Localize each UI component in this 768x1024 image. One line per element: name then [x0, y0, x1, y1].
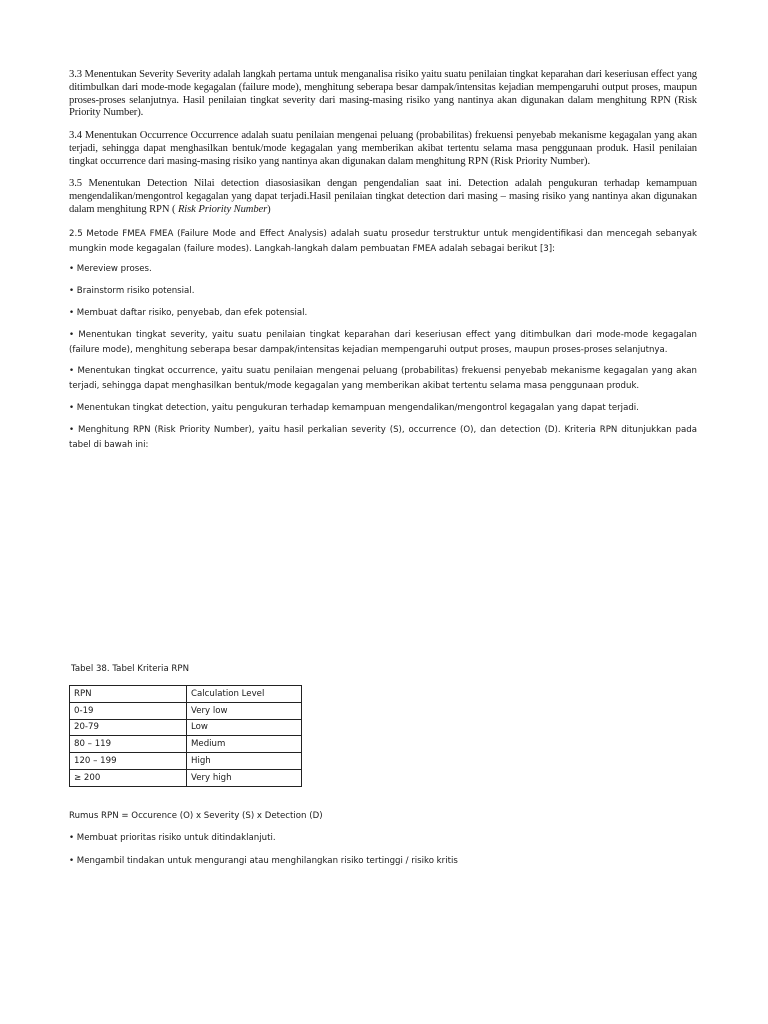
table-row	[70, 769, 302, 786]
bullet-item: • Menentukan tingkat severity, yaitu suatu penilaian tingkat keparahan dari keseriusan effect yang ditimbulkan dari mode-mode kegagalan (failure mode), menghitung seberapa besar dampak/intensitas kejadian mempengaruhi output proses, maupun proses-proses selanjutnya.	[69, 330, 697, 355]
table-cell: 20-79	[70, 719, 187, 736]
section-3-3-paragraph: 3.3 Menentukan Severity Severity adalah langkah pertama untuk menganalisa risiko yaitu suatu penilaian tingkat keparahan dari keseriusan effect yang ditimbulkan dari mode-mode kegagalan (failure mode), menghitung seberapa besar dampak/intensitas kejadian mempengaruhi output proses, maupun proses-proses selanjutnya. Hasil penilaian tingkat severity dari masing-masing risiko yang nantinya akan digunakan dalam menghitung RPN (Risk Priority Number).	[69, 69, 697, 119]
table-header-cell: Calculation Level	[187, 686, 302, 703]
bullet-item: • Membuat prioritas risiko untuk ditindaklanjuti.	[69, 833, 276, 843]
section-3-4-paragraph: 3.4 Menentukan Occurrence Occurrence adalah suatu penilaian mengenai peluang (probabilitas) frekuensi penyebab mekanisme kegagalan yang akan terjadi, sehingga dapat menghasilkan bentuk/mode kegagalan yang memberikan akibat tertentu selama masa penggunaan produk. Hasil penilaian tingkat occurrence dari masing-masing risiko yang nantinya akan digunakan dalam menghitung RPN (Risk Priority Number).	[69, 130, 697, 167]
table-header-row	[70, 686, 302, 703]
section-3-5-close-paren: )	[267, 203, 271, 215]
table-cell: 120 – 199	[70, 753, 187, 770]
table-row	[70, 702, 302, 719]
table-cell: Low	[187, 719, 302, 736]
table-cell: Very high	[187, 769, 302, 786]
section-2-5-paragraph: 2.5 Metode FMEA FMEA (Failure Mode and Effect Analysis) adalah suatu prosedur terstruktur untuk mengidentifikasi dan mencegah sebanyak mungkin mode kegagalan (failure modes). Langkah-langkah dalam pembuatan FMEA adalah sebagai berikut [3]:	[69, 229, 697, 254]
table-cell: 80 – 119	[70, 736, 187, 753]
section-3-5-paragraph	[69, 178, 697, 216]
rpn-criteria-table	[69, 685, 302, 787]
table-header-cell: RPN	[70, 686, 187, 703]
section-3-5-text: 3.5 Menentukan Detection Nilai detection diasosiasikan dengan pengendalian saat ini. Detection adalah pengukuran terhadap kemampuan mengendalikan/mengontrol kegagalan yang dapat terjadi.Hasil penilaian tingkat detection dari masing – masing risiko yang nantinya akan digunakan dalam menghitung RPN (	[69, 178, 697, 215]
rpn-formula: Rumus RPN = Occurence (O) x Severity (S) x Detection (D)	[69, 811, 323, 821]
table-row	[70, 719, 302, 736]
bullet-item: • Membuat daftar risiko, penyebab, dan efek potensial.	[69, 308, 308, 318]
bullet-item: • Menentukan tingkat occurrence, yaitu suatu penilaian mengenai peluang (probabilitas) frekuensi penyebab mekanisme kegagalan yang akan terjadi, sehingga dapat menghasilkan bentuk/mode kegagalan yang memberikan akibat tertentu selama masa penggunaan produk.	[69, 366, 697, 391]
table-cell: Medium	[187, 736, 302, 753]
section-3-5-italic-term: Risk Priority Number	[175, 203, 268, 215]
bullet-item: • Mengambil tindakan untuk mengurangi atau menghilangkan risiko tertinggi / risiko kritis	[69, 856, 458, 866]
table-caption: Tabel 38. Tabel Kriteria RPN	[71, 664, 190, 674]
table-cell: 0-19	[70, 702, 187, 719]
bullet-item: • Brainstorm risiko potensial.	[69, 286, 195, 296]
table-row	[70, 736, 302, 753]
table-cell: High	[187, 753, 302, 770]
bullet-item: • Menghitung RPN (Risk Priority Number), yaitu hasil perkalian severity (S), occurrence (O), dan detection (D). Kriteria RPN ditunjukkan pada tabel di bawah ini:	[69, 425, 697, 450]
bullet-item: • Mereview proses.	[69, 264, 152, 274]
table-cell: Very low	[187, 702, 302, 719]
bullet-item: • Menentukan tingkat detection, yaitu pengukuran terhadap kemampuan mengendalikan/mengontrol kegagalan yang dapat terjadi.	[69, 403, 639, 413]
table-row	[70, 753, 302, 770]
table-cell: ≥ 200	[70, 769, 187, 786]
